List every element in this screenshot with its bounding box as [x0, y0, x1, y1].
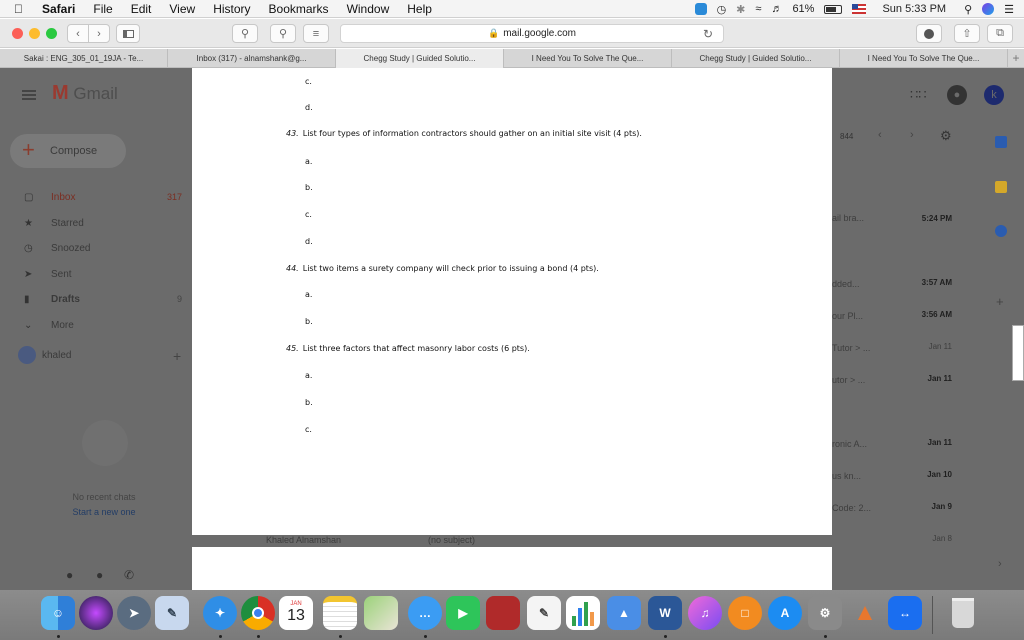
nav-label: Starred	[51, 217, 84, 229]
share-button[interactable]	[954, 24, 980, 43]
url-text: mail.google.com	[503, 28, 577, 39]
close-window-button[interactable]	[12, 28, 23, 39]
nav-label: Sent	[51, 268, 72, 280]
question-text: List two items a surety company will check prior to issuing a bond (4 pts).	[302, 264, 599, 273]
expand-panel-icon[interactable]: ›	[998, 558, 1002, 570]
row-snippet[interactable]: us kn...	[832, 471, 862, 481]
search-icon: ⚲	[240, 28, 250, 40]
question-number: 44.	[286, 264, 299, 273]
forward-button[interactable]	[88, 24, 110, 43]
row-snippet[interactable]: our Pl...	[832, 311, 864, 321]
volume-icon[interactable]: ♬	[771, 3, 783, 15]
answer-label: a.	[305, 290, 313, 299]
row-time: Jan 11	[927, 374, 952, 383]
answer-label: c.	[305, 210, 312, 219]
running-indicator	[57, 635, 60, 638]
tab-chegg-2[interactable]: Chegg Study | Guided Solutio...	[672, 49, 840, 68]
textedit-icon[interactable]: ✎	[527, 596, 561, 630]
account-avatar[interactable]: k	[984, 85, 1004, 105]
teamviewer-icon[interactable]: ↔	[888, 596, 922, 630]
hangouts-user-name: khaled	[42, 349, 72, 361]
reader-button[interactable]	[303, 24, 329, 43]
row-snippet[interactable]: utor > ...	[832, 375, 866, 385]
chat-empty-state	[52, 492, 156, 517]
zoom-window-button[interactable]	[46, 28, 57, 39]
downloads-button[interactable]	[916, 24, 942, 43]
gmail-logo[interactable]	[52, 82, 118, 105]
keep-addon-icon[interactable]	[995, 181, 1007, 193]
safari-icon[interactable]: ✦	[203, 596, 237, 630]
maps-icon[interactable]	[364, 596, 398, 630]
chevron-left-icon: ‹	[76, 27, 80, 40]
calendar-day: 13	[287, 607, 305, 624]
main-menu-icon[interactable]	[22, 90, 36, 100]
side-panel-handle[interactable]	[1012, 325, 1024, 381]
hangouts-person-icon[interactable]: ●	[66, 568, 74, 582]
phone-icon[interactable]: ✆	[124, 568, 135, 582]
nav-label: Drafts	[51, 293, 80, 305]
row-time: Jan 11	[927, 438, 952, 447]
messages-icon[interactable]: …	[408, 596, 442, 630]
nav-label: Snoozed	[51, 242, 91, 254]
start-chat-link[interactable]: Start a new one	[72, 507, 136, 517]
finder-icon[interactable]: ☺	[41, 596, 75, 630]
tabs-overview-button[interactable]	[987, 24, 1013, 43]
menu-file[interactable]: File	[93, 1, 113, 16]
chrome-icon[interactable]	[241, 596, 275, 630]
new-tab-button[interactable]: +	[1012, 51, 1020, 65]
itunes-icon[interactable]: ♫	[688, 596, 722, 630]
battery-percent: 61%	[792, 3, 815, 15]
pagination-count: 844	[840, 132, 854, 141]
share-icon: ⇧	[962, 28, 972, 40]
nav-label: More	[51, 319, 74, 331]
skype-icon[interactable]	[695, 3, 707, 15]
row-snippet[interactable]: dded...	[832, 279, 860, 289]
bar-icon	[578, 608, 582, 626]
nav-drafts[interactable]	[0, 288, 190, 310]
back-button[interactable]	[67, 24, 89, 43]
tasks-addon-icon[interactable]	[995, 225, 1007, 237]
keynote-icon[interactable]: ▲	[607, 596, 641, 630]
chevron-right-icon: ›	[97, 27, 101, 40]
answer-label: c.	[305, 425, 312, 434]
answer-label: b.	[305, 398, 313, 407]
notes-icon[interactable]	[323, 596, 357, 630]
siri-icon[interactable]	[982, 3, 994, 15]
address-bar[interactable]	[340, 24, 724, 43]
nav-inbox[interactable]	[0, 186, 190, 208]
dock	[0, 590, 1024, 640]
menu-bar	[0, 0, 1024, 18]
answer-label: c.	[305, 77, 312, 86]
bar-icon	[584, 602, 588, 626]
row-snippet[interactable]: Code: 2...	[832, 503, 872, 513]
draft-icon: ▮	[24, 293, 30, 305]
notifications-icon[interactable]: ●	[947, 85, 967, 105]
row-snippet[interactable]: Tutor > ...	[832, 343, 871, 353]
hangouts-user[interactable]	[18, 346, 71, 364]
siri-icon[interactable]	[79, 596, 113, 630]
apps-grid-icon[interactable]: ∷∷	[910, 87, 927, 102]
row-time: Jan 10	[927, 470, 952, 479]
reader-icon: ≡	[312, 27, 320, 40]
system-preferences-icon[interactable]: ⚙	[808, 596, 842, 630]
sidebar-icon	[123, 30, 134, 38]
calendar-month: JAN	[290, 601, 302, 607]
dock-divider	[932, 596, 933, 634]
question-43	[286, 129, 642, 138]
facetime-icon[interactable]: ▶	[446, 596, 480, 630]
wifi-icon[interactable]: ≈	[755, 3, 762, 15]
row-time: Jan 11	[928, 342, 952, 351]
running-indicator	[257, 635, 260, 638]
ibooks-icon[interactable]: □	[728, 596, 762, 630]
next-page-icon[interactable]: ›	[910, 129, 914, 141]
clock-icon: ◷	[24, 242, 33, 254]
calendar-addon-icon[interactable]	[995, 136, 1007, 148]
row-time: 3:57 AM	[921, 278, 952, 287]
question-text: List four types of information contractors should gather on an initial site visit (4 pts).	[302, 129, 642, 138]
nav-label: Inbox	[51, 191, 76, 203]
running-indicator	[339, 635, 342, 638]
gmail-m-icon: M	[52, 82, 69, 104]
browser-toolbar	[0, 19, 1024, 48]
running-indicator	[824, 635, 827, 638]
row-time: Jan 9	[931, 502, 952, 511]
menu-view[interactable]: View	[169, 1, 196, 16]
tab-sakai[interactable]: Sakai : ENG_305_01_19JA - Te...	[0, 49, 168, 68]
row-snippet[interactable]: ronic A...	[832, 439, 868, 449]
notification-center-icon[interactable]: ☰	[1004, 3, 1014, 16]
question-44	[286, 264, 599, 273]
menu-edit[interactable]: Edit	[130, 1, 152, 16]
tab-chegg-1[interactable]: Chegg Study | Guided Solutio...	[336, 49, 504, 68]
nav-sent[interactable]	[0, 263, 190, 285]
compose-label: + Compose	[50, 145, 98, 157]
row-time: 3:56 AM	[921, 310, 952, 319]
input-source-flag-icon[interactable]	[852, 4, 866, 14]
minimize-window-button[interactable]	[29, 28, 40, 39]
row-snippet[interactable]: ail bra...	[832, 213, 865, 223]
bluetooth-icon[interactable]: ✱	[736, 3, 746, 16]
answer-label: d.	[305, 103, 313, 112]
no-chats-text: No recent chats	[72, 492, 136, 502]
photo-booth-icon[interactable]	[486, 596, 520, 630]
compose-button[interactable]	[10, 134, 126, 168]
sidebar-button[interactable]	[116, 24, 140, 43]
gmail-row-strip	[192, 535, 832, 547]
hangouts-chat-icon[interactable]: ●	[96, 568, 104, 582]
search-button[interactable]	[232, 24, 258, 43]
add-chat-icon[interactable]: +	[173, 348, 182, 364]
question-45	[286, 344, 530, 353]
answer-label: b.	[305, 317, 313, 326]
menu-window[interactable]: Window	[346, 1, 390, 16]
menu-history[interactable]: History	[213, 1, 251, 16]
bar-icon	[590, 612, 594, 626]
nav-count: 9	[176, 294, 182, 304]
question-number: 45.	[286, 344, 299, 353]
clock[interactable]: Sun 5:33 PM	[882, 3, 947, 15]
download-icon	[924, 29, 934, 39]
menu-app-name[interactable]: Safari	[42, 1, 76, 16]
key-button[interactable]	[270, 24, 296, 43]
blank-document-area	[192, 547, 832, 590]
gmail-logo-text: Gmail	[73, 84, 118, 103]
row-sender[interactable]: Khaled Alnamshan	[266, 535, 342, 545]
launchpad-icon[interactable]: ➤	[117, 596, 151, 630]
status-area	[695, 0, 1014, 18]
calendar-icon[interactable]	[279, 596, 313, 630]
prev-page-icon[interactable]: ‹	[878, 129, 882, 141]
star-icon: ★	[24, 217, 33, 229]
answer-label: d.	[305, 237, 313, 246]
preview-icon[interactable]: ✎	[155, 596, 189, 630]
bar-icon	[572, 616, 576, 626]
app-store-icon[interactable]: A	[768, 596, 802, 630]
settings-gear-icon[interactable]: ⚙	[940, 128, 952, 143]
running-indicator	[664, 635, 667, 638]
question-document	[192, 68, 832, 535]
send-icon: ➤	[24, 268, 33, 280]
row-time: 5:24 PM	[921, 214, 952, 223]
row-time: Jan 8	[932, 534, 952, 543]
tab-need-you-1[interactable]: I Need You To Solve The Que...	[504, 49, 672, 68]
menu-help[interactable]: Help	[407, 1, 432, 16]
nav-more[interactable]	[0, 314, 190, 336]
chevron-down-icon: ⌄	[24, 319, 33, 331]
time-machine-icon[interactable]: ◷	[716, 3, 727, 16]
lock-icon: 🔒	[487, 28, 500, 38]
menu-bookmarks[interactable]: Bookmarks	[268, 1, 329, 16]
tab-inbox[interactable]: Inbox (317) - alnamshank@g...	[168, 49, 336, 68]
tab-bar	[0, 49, 1024, 68]
avatar	[18, 346, 36, 364]
trash-can-icon	[952, 598, 974, 628]
nav-snoozed[interactable]	[0, 237, 190, 259]
nav-starred[interactable]	[0, 212, 190, 234]
battery-icon[interactable]	[824, 5, 842, 14]
apple-menu-icon[interactable]	[14, 2, 28, 16]
nav-count: 317	[166, 192, 182, 202]
key-icon: ⚲	[278, 28, 288, 40]
answer-label: a.	[305, 371, 313, 380]
matlab-icon[interactable]: ▲	[853, 599, 877, 626]
numbers-icon[interactable]	[566, 596, 600, 630]
inbox-icon: ▢	[24, 191, 34, 203]
word-icon[interactable]: W	[648, 596, 682, 630]
chrome-center-icon	[252, 607, 264, 619]
running-indicator	[424, 635, 427, 638]
tabs-icon: ⧉	[996, 27, 1004, 39]
tab-need-you-2[interactable]: I Need You To Solve The Que...	[840, 49, 1008, 68]
running-indicator	[219, 635, 222, 638]
add-addon-icon[interactable]: +	[996, 294, 1004, 309]
answer-label: b.	[305, 183, 313, 192]
reload-icon[interactable]: ↻	[702, 26, 713, 41]
trash-icon[interactable]	[946, 596, 980, 630]
question-number: 43.	[286, 129, 299, 138]
question-text: List three factors that affect masonry labor costs (6 pts).	[302, 344, 530, 353]
spotlight-icon[interactable]: ⚲	[964, 3, 973, 16]
hangouts-placeholder-icon	[82, 420, 128, 466]
row-subject[interactable]: (no subject)	[428, 535, 476, 545]
answer-label: a.	[305, 157, 313, 166]
